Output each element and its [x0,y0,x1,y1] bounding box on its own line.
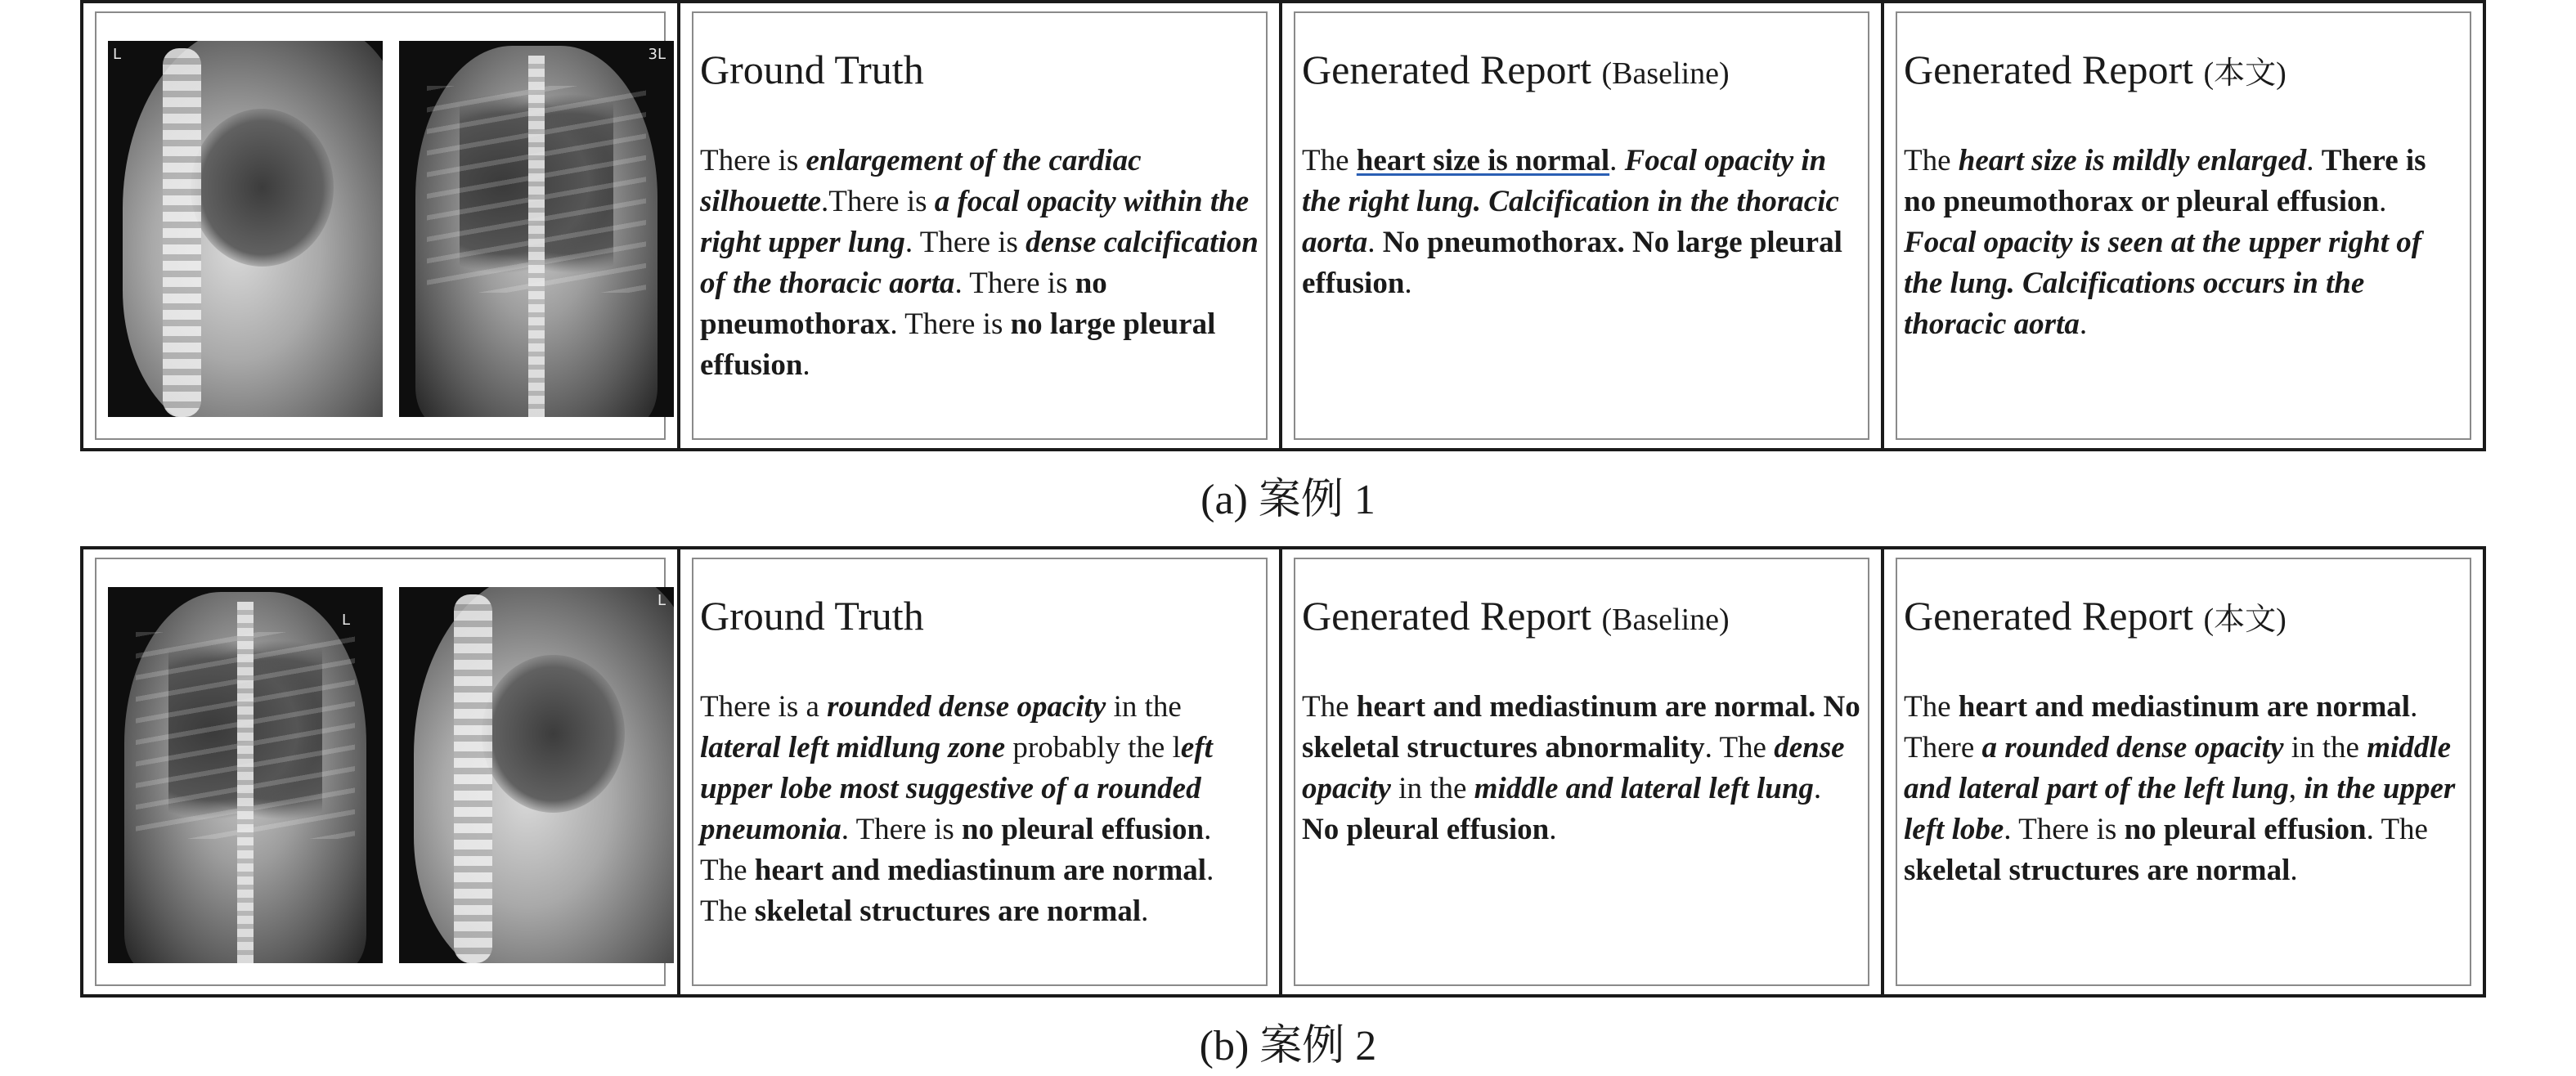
baseline-report-text: The heart and mediastinum are normal. No skeletal structures abnormality. The dense opacity in the middle and lateral left lung. No pleural effusion. [1302,690,1860,846]
ground-truth-report: There is enlargement of the cardiac silhouette.There is a focal opacity within the right upper lung. There is dense calcification of the thoracic aorta. There is no pneumothorax. There is no large pleural effusion. [700,144,1259,382]
xray-marker: L [657,592,666,609]
baseline-report-cell [1279,549,1881,994]
xray-frame [95,558,666,986]
ground-truth-cell [677,549,1279,994]
case-1-panel [80,0,2486,451]
baseline-report-title: Generated Report (Baseline) [1302,47,1730,92]
ground-truth-title: Ground Truth [700,47,924,92]
ours-report-text: The heart and mediastinum are normal. There a rounded dense opacity in the middle and lateral part of the left lung, in the upper left lobe. There is no pleural effusion. The skeletal structures are normal. [1904,690,2456,887]
frontal-chest-xray-image [399,41,674,417]
frontal-chest-xray-image [108,587,383,963]
ours-report-cell [1881,3,2483,448]
ours-report-title: Generated Report (本文) [1904,593,2287,639]
ground-truth-cell [677,3,1279,448]
baseline-report-cell [1279,3,1881,448]
xray-frame [95,11,666,440]
ours-report-cell [1881,549,2483,994]
case-2-panel [80,546,2486,998]
ours-report-text: The heart size is mildly enlarged. There is no pneumothorax or pleural effusion. Focal opacity is seen at the upper right of the lung. Calcifications occurs in the thoracic aorta. [1904,144,2426,341]
ground-truth-title: Ground Truth [700,593,924,639]
lateral-chest-xray-image [399,587,674,963]
xray-images-cell [83,3,677,448]
baseline-report-text: The heart size is normal. Focal opacity in the right lung. Calcification in the thoracic aorta. No pneumothorax. No large pleural effusion. [1302,144,1842,300]
case-1-caption: (a) 案例 1 [1200,477,1376,523]
xray-marker: L [341,612,350,629]
xray-images-cell [83,549,677,994]
xray-marker: 3L [648,46,666,63]
baseline-report-title: Generated Report (Baseline) [1302,593,1730,639]
ours-report-title: Generated Report (本文) [1904,47,2287,92]
case-2-caption: (b) 案例 2 [1199,1023,1377,1069]
ground-truth-report: There is a rounded dense opacity in the lateral left midlung zone probably the left upper lobe most suggestive of a rounded pneumonia. There is no pleural effusion. The heart and mediastinum are normal. The skeletal structures are normal. [700,690,1214,928]
lateral-chest-xray-image [108,41,383,417]
xray-marker: L [113,46,122,63]
